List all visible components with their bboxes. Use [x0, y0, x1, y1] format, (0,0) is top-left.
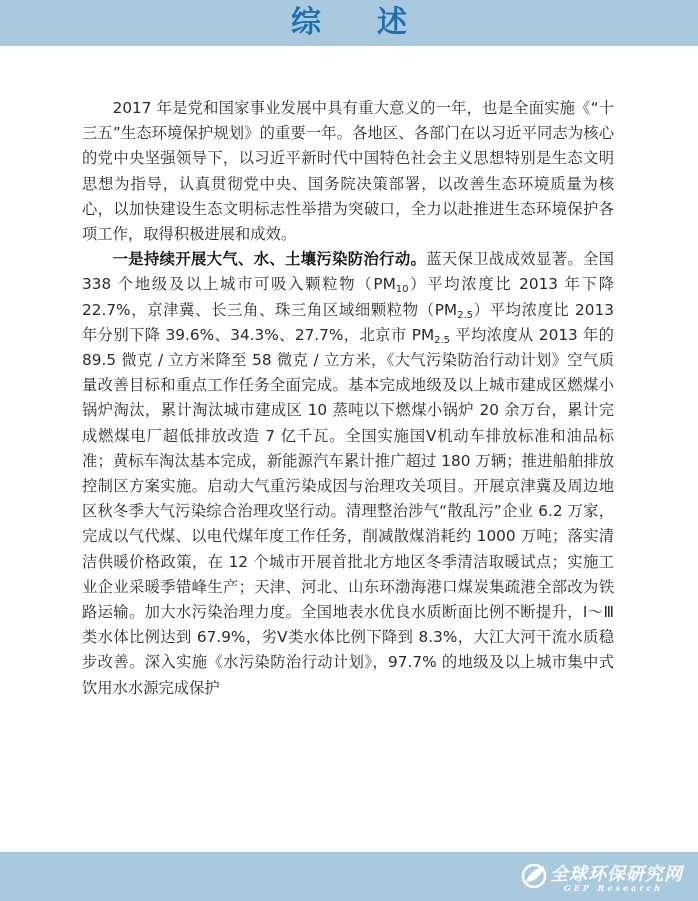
subscript-2-5: 2.5: [434, 334, 451, 346]
paragraph-lead: 一是持续开展大气、水、土壤污染防治行动。: [112, 250, 427, 269]
text-segment: ）平均浓度比 2013 年下降 22.7%，京津冀、长三角、珠三角区域细颗粒物（PM: [82, 275, 615, 319]
watermark-logo: [520, 858, 690, 898]
logo-text: 全球环保研究网: [550, 864, 683, 885]
logo-subtext: GEP Research: [564, 883, 664, 893]
globe-leaf-icon: [520, 862, 548, 890]
page-title: 综述: [291, 5, 463, 40]
paragraph-intro: 2017 年是党和国家事业发展中具有重大意义的一年，也是全面实施《“十三五”生态环境保护规划》的重要一年。各地区、各部门在以习近平同志为核心的党中央坚强领导下，以习近平新时代中国特色社会主义思想特别是生态文明思想为指导，认真贯彻党中央、国务院决策部署，以改善生态环境质量为核心，以加快建设生态文明标志性举措为突破口，全力以赴推进生态环境保护各项工作，取得积极进展和成效。: [82, 99, 614, 244]
subscript-2-5: 2.5: [457, 309, 474, 321]
text-segment: 蓝天保卫战成效显著。全国 338 个地级及以上城市可吸入颗粒物（PM: [82, 250, 614, 294]
text-segment: 平均浓度从 2013 年的 89.5 微克 / 立方米降至 58 微克 / 立方米，《大气污染防治行动计划》空气质量改善目标和重点工作任务全面完成。基本完成地级及以上城市建成区燃煤小锅炉淘汰，累计淘汰城市建成区 10 蒸吨以下燃煤小锅炉 20 余万台，累计完成燃煤电厂超低排放改造 7 亿千瓦。全国实施国Ⅴ机动车排放标准和油品标准；黄标车淘汰基本完成，新能源汽车累计推广超过 180 万辆；推进船舶排放控制区方案实施。启动大气重污染成因与治理攻关项目。开展京津冀及周边地区秋冬季大气污染综合治理攻坚行动。清理整治涉气“散乱污”企业 6.2 万家，完成以气代煤、以电代煤年度工作任务，削减散煤消耗约 1000 万吨；落实清洁供暖价格政策，在 12 个城市开展首批北方地区冬季清洁取暖试点；实施工业企业采暖季错峰生产；天津、河北、山东环渤海港口煤炭集疏港全部改为铁路运输。加大水污染治理力度。全国地表水优良水质断面比例不断提升，Ⅰ～Ⅲ类水体比例达到 67.9%，劣Ⅴ类水体比例下降到 8.3%，大江大河干流水质稳步改善。深入实施《水污染防治行动计划》，97.7% 的地级及以上城市集中式饮用水水源完成保护: [82, 325, 614, 697]
paragraph-pollution: [82, 247, 614, 701]
text-segment: ）平均浓度比 2013 年分别下降 39.6%、34.3%、27.7%，北京市 PM: [82, 300, 614, 344]
body-text: [82, 96, 614, 701]
subscript-10: 10: [395, 284, 409, 296]
